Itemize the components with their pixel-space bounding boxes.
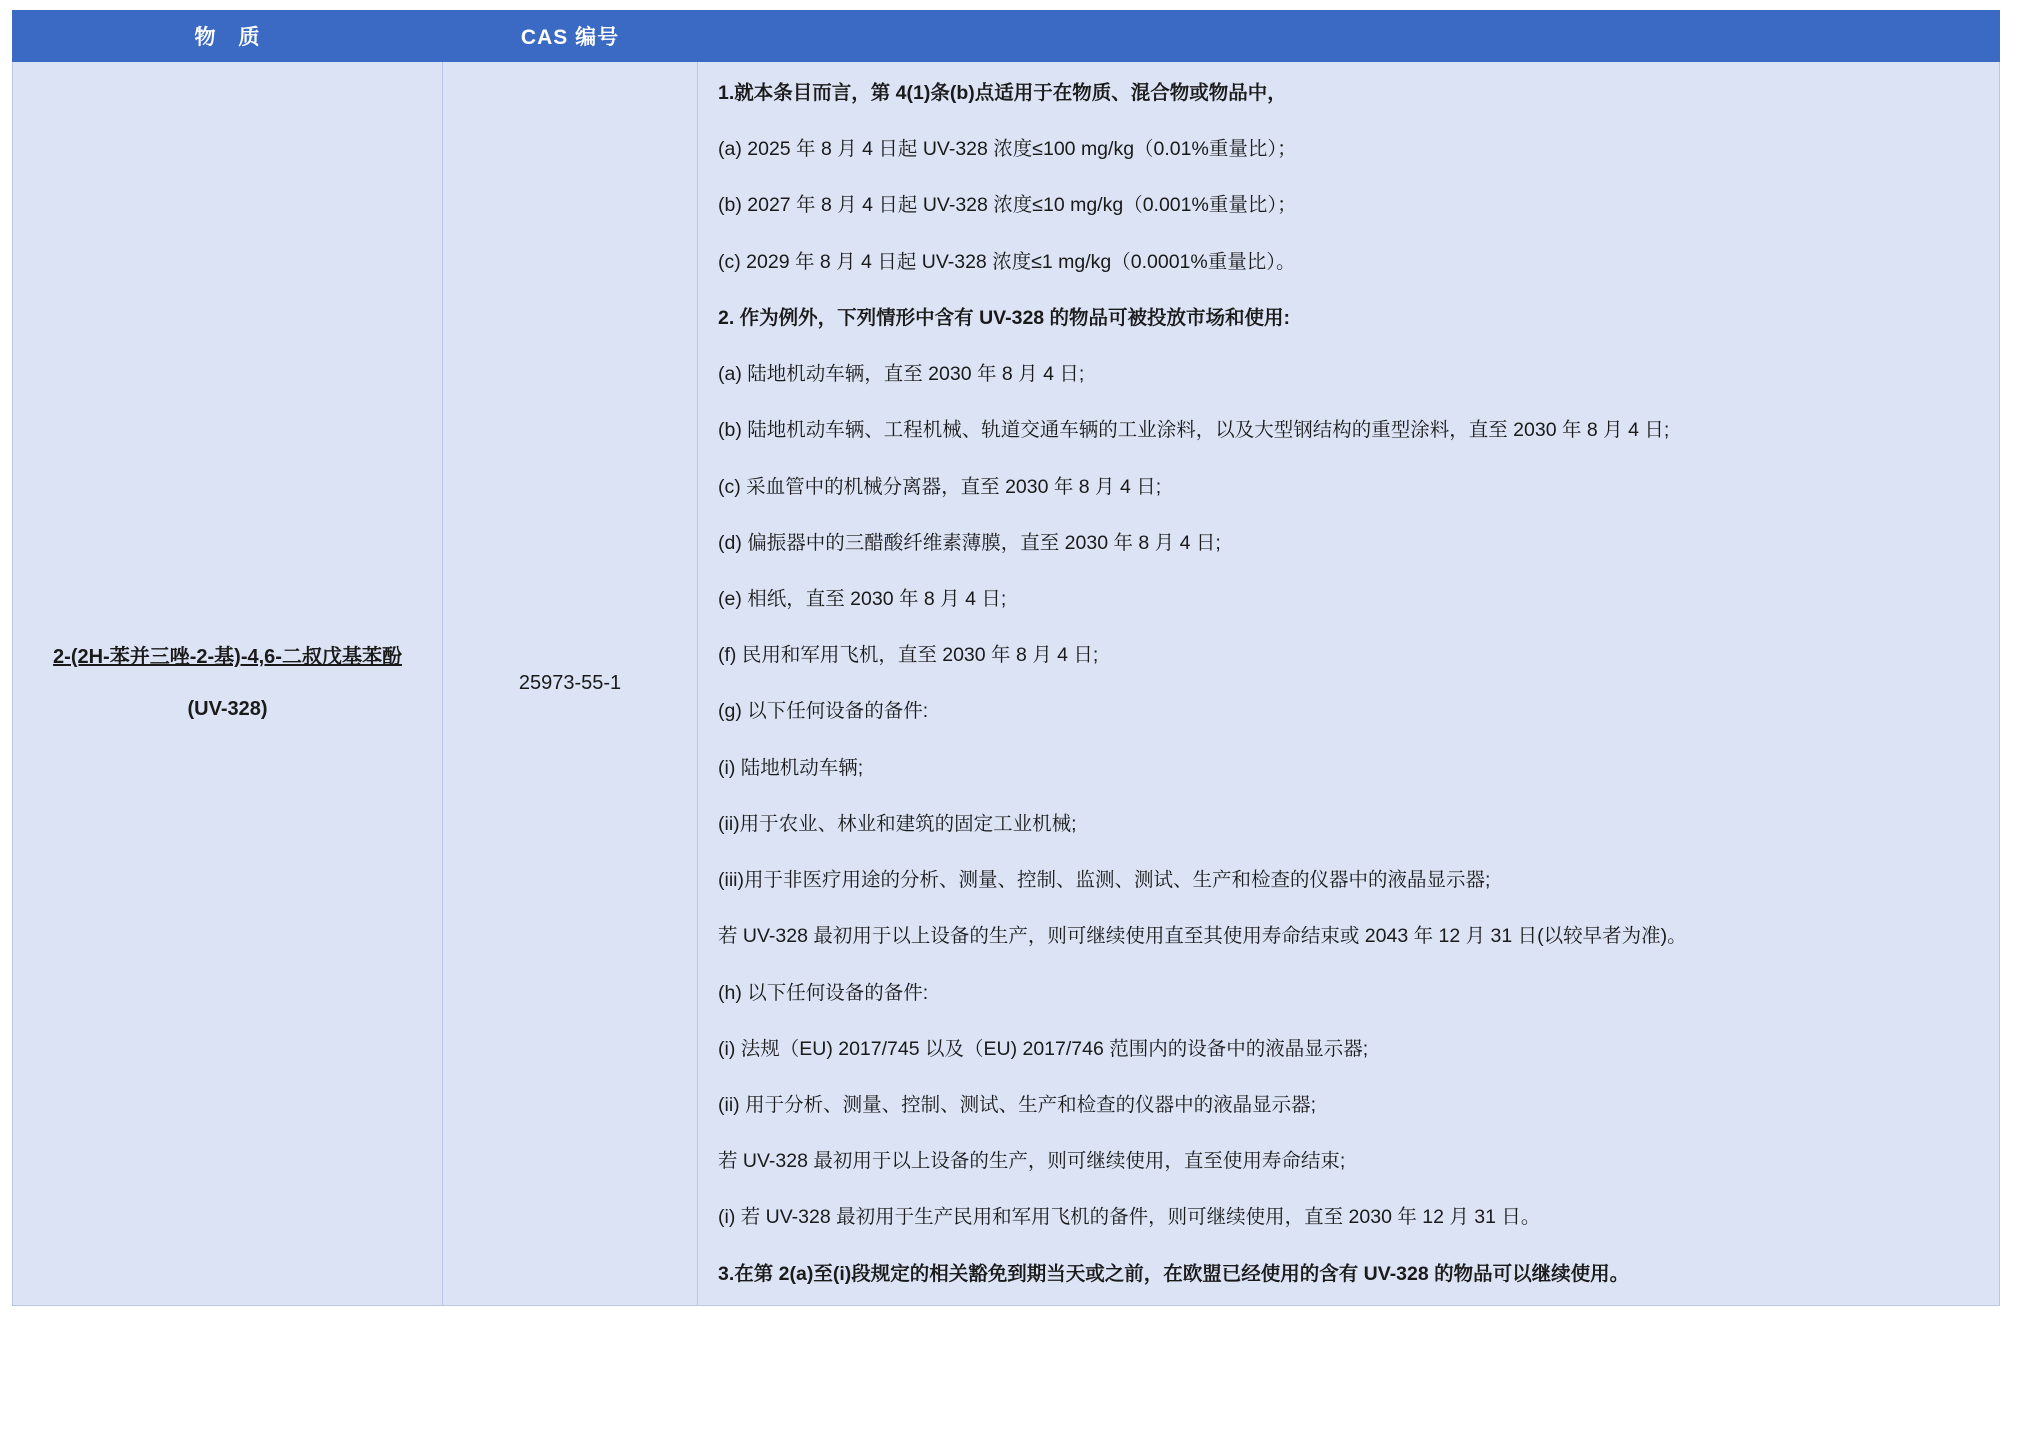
condition-paragraph: (e) 相纸，直至 2030 年 8 月 4 日; <box>718 587 1007 610</box>
condition-paragraph: 2. 作为例外，下列情形中含有 UV-328 的物品可被投放市场和使用: <box>718 306 1291 329</box>
condition-paragraph: (b) 陆地机动车辆、工程机械、轨道交通车辆的工业涂料，以及大型钢结构的重型涂料，直至 2030 年 8 月 4 日; <box>718 419 1670 442</box>
condition-paragraph: 若 UV-328 最初用于以上设备的生产，则可继续使用直至其使用寿命结束或 2043 年 12 月 31 日(以较早者为准)。 <box>718 925 1687 948</box>
substance-name: 2-(2H-苯并三唑-2-基)-4,6-二叔戊基苯酚 <box>53 646 402 669</box>
conditions-list <box>718 78 1973 1289</box>
condition-paragraph: (ii) 用于分析、测量、控制、测试、生产和检查的仪器中的液晶显示器; <box>718 1093 1316 1116</box>
condition-paragraph: (i) 法规（EU) 2017/745 以及（EU) 2017/746 范围内的设备中的液晶显示器; <box>718 1037 1369 1060</box>
condition-paragraph: (f) 民用和军用飞机，直至 2030 年 8 月 4 日; <box>718 644 1099 667</box>
substance-abbreviation: (UV-328) <box>187 698 268 721</box>
column-header-substance: 物 质 <box>13 11 443 62</box>
condition-paragraph: (i) 若 UV-328 最初用于生产民用和军用飞机的备件，则可继续使用，直至 2030 年 12 月 31 日。 <box>718 1206 1541 1229</box>
table-header <box>13 11 2000 62</box>
condition-paragraph: (ii)用于农业、林业和建筑的固定工业机械; <box>718 812 1077 835</box>
condition-paragraph: (b) 2027 年 8 月 4 日起 UV-328 浓度≤10 mg/kg（0.001%重量比）； <box>718 194 1297 217</box>
cas-cell: 25973-55-1 <box>443 62 698 1306</box>
conditions-cell <box>698 62 2000 1306</box>
table-body <box>13 62 2000 1306</box>
condition-paragraph: (iii)用于非医疗用途的分析、测量、控制、监测、测试、生产和检查的仪器中的液晶显示器; <box>718 869 1491 892</box>
condition-paragraph: 3.在第 2(a)至(i)段规定的相关豁免到期当天或之前，在欧盟已经使用的含有 UV-328 的物品可以继续使用。 <box>718 1262 1630 1285</box>
condition-paragraph: (a) 2025 年 8 月 4 日起 UV-328 浓度≤100 mg/kg（0.01%重量比）； <box>718 138 1297 161</box>
restriction-table <box>12 10 2000 1306</box>
condition-paragraph: (i) 陆地机动车辆; <box>718 756 864 779</box>
condition-paragraph: 若 UV-328 最初用于以上设备的生产，则可继续使用，直至使用寿命结束; <box>718 1150 1346 1173</box>
condition-paragraph: (d) 偏振器中的三醋酸纤维素薄膜，直至 2030 年 8 月 4 日; <box>718 531 1221 554</box>
substance-cell <box>13 62 443 1306</box>
table-header-row <box>13 11 2000 62</box>
condition-paragraph: (c) 采血管中的机械分离器，直至 2030 年 8 月 4 日; <box>718 475 1162 498</box>
column-header-cas: CAS 编号 <box>443 11 698 62</box>
condition-paragraph: 1.就本条目而言，第 4(1)条(b)点适用于在物质、混合物或物品中， <box>718 82 1287 104</box>
condition-paragraph: (g) 以下任何设备的备件: <box>718 700 929 723</box>
table-row <box>13 62 2000 1306</box>
condition-paragraph: (a) 陆地机动车辆，直至 2030 年 8 月 4 日; <box>718 363 1085 386</box>
condition-paragraph: (h) 以下任何设备的备件: <box>718 981 929 1004</box>
condition-paragraph: (c) 2029 年 8 月 4 日起 UV-328 浓度≤1 mg/kg（0.0001%重量比）。 <box>718 250 1296 273</box>
column-header-conditions <box>698 11 2000 62</box>
